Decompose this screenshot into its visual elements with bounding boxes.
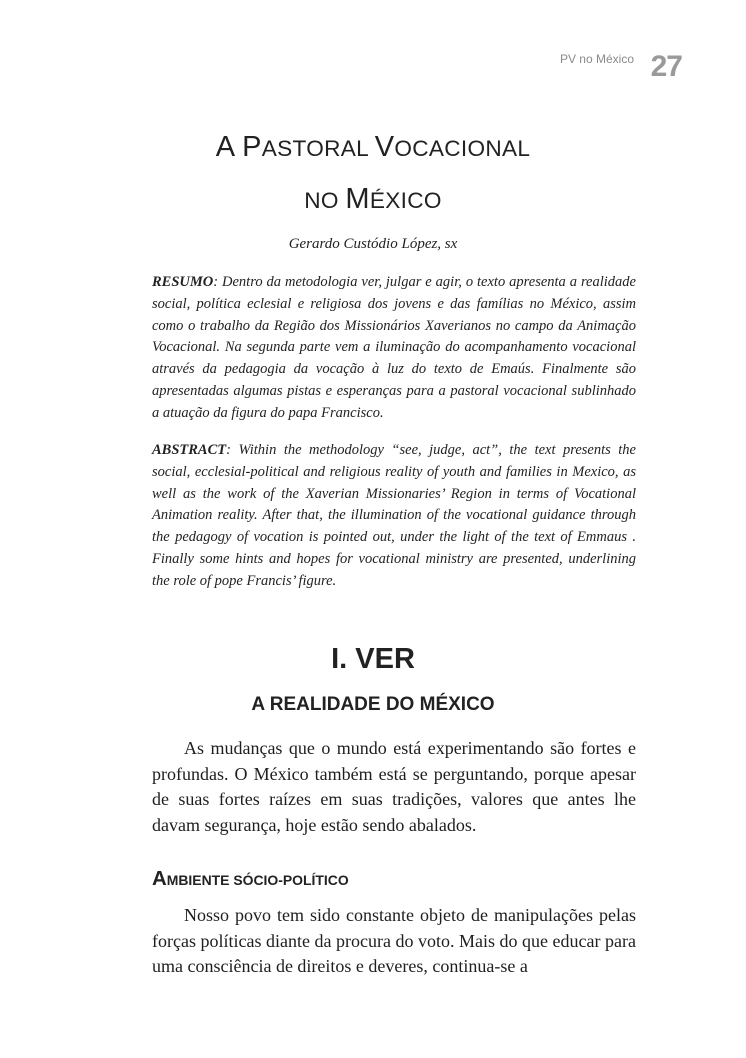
author: Gerardo Custódio López, sx — [288, 236, 458, 252]
title-cap: V — [374, 131, 395, 164]
abstract-label: ABSTRACT — [152, 442, 227, 458]
section-title: I. VER — [331, 643, 415, 675]
title-smallcaps: NO — [304, 188, 346, 214]
body-paragraph-2: Nosso povo tem sido constante objeto de manipulações pelas forças políticas diante da procura do voto. Mais do que educar para uma consciência de direitos e deveres, continua-se a — [152, 905, 636, 976]
abstract-paragraph — [152, 440, 636, 593]
running-head: PV no México — [559, 52, 634, 66]
title-smallcaps: ÉXICO — [369, 188, 442, 214]
section-subtitle: A REALIDADE DO MÉXICO — [251, 694, 495, 715]
title-smallcaps: ASTORAL — [261, 136, 375, 162]
resumo-label: RESUMO — [152, 274, 214, 290]
body-paragraph-1: As mudanças que o mundo está experimentando são fortes e profundas. O México também está se perguntando, porque apesar de suas fortes raízes em suas tradições, valores que antes lhe davam segurança, hoje estão sendo abalados. — [152, 738, 636, 835]
resumo-paragraph — [152, 272, 636, 425]
resumo-text: : Dentro da metodologia ver, julgar e agir, o texto apresenta a realidade social, política eclesial e religiosa dos jovens e das famílias no México, assim como o trabalho da Região dos Missionários Xaverianos no campo da Animação Vocacional. Na segunda parte vem a iluminação do acompanhamento vocacional através da pedagogia da vocação à luz do texto de Emaús. Finalmente são apresentadas algumas pistas e esperanças para a pastoral vocacional sublinhado a atuação da figura do papa Francisco. — [152, 274, 636, 421]
article-title-line-2 — [0, 183, 746, 216]
article-title-line-1 — [0, 131, 746, 164]
subheading — [152, 868, 349, 891]
abstract-text: : Within the methodology “see, judge, act”, the text presents the social, ecclesial-political and religious reality of youth and families in Mexico, as well as the work of the Xaverian Missionaries’ Region in terms of Vocational Animation reality. After that, the illumination of the vocational guidance through the pedagogy of vocation is pointed out, under the light of the text of Emmaus . Finally some hints and hopes for vocational ministry are presented, underlining the role of pope Francis’ figure. — [152, 442, 636, 589]
title-cap: A P — [215, 131, 262, 164]
page-number: 27 — [650, 50, 682, 83]
title-cap: M — [345, 183, 370, 216]
subheading-cap: A — [152, 868, 167, 890]
subheading-smallcaps: MBIENTE SÓCIO-POLÍTICO — [166, 872, 349, 888]
title-smallcaps: OCACIONAL — [394, 136, 531, 162]
